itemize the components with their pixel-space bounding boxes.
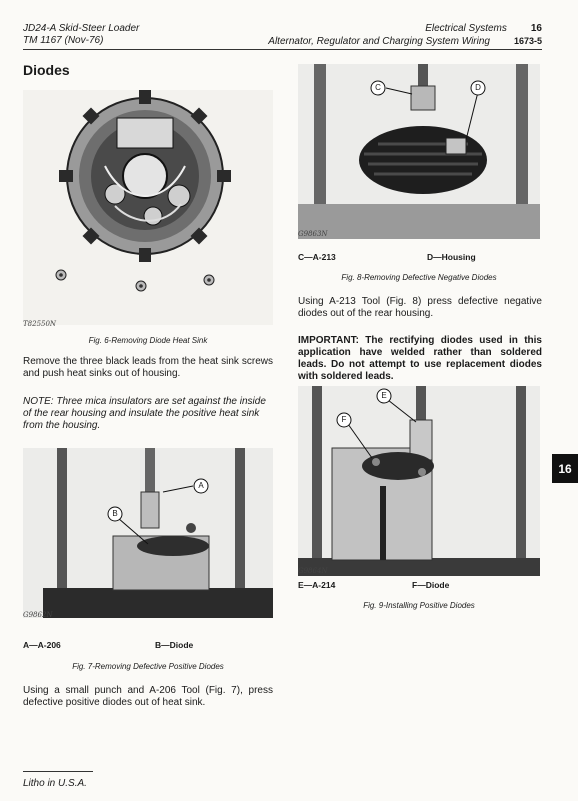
fig7-image-tag: G9862N	[23, 611, 53, 619]
callout-a: A	[198, 481, 204, 490]
fig8-legend-d: D—Housing	[427, 252, 476, 262]
page-title: Diodes	[23, 62, 70, 78]
manual-title: JD24-A Skid-Steer Loader	[23, 23, 140, 34]
header-right	[268, 23, 542, 48]
fig6-caption: Fig. 6-Removing Diode Heat Sink	[88, 336, 208, 345]
callout-e: E	[381, 391, 387, 400]
section-page: 16	[530, 23, 542, 34]
callout-f: F	[341, 415, 347, 424]
fig8-callouts	[298, 64, 540, 239]
fig7-callouts	[23, 448, 273, 618]
footer-rule	[23, 771, 93, 772]
fig7-caption: Fig. 7-Removing Defective Positive Diodes	[72, 662, 224, 671]
important-welded-leads: IMPORTANT: The rectifying diodes used in this application have welded rather than soldered leads. Do not attempt to use replacement diodes with soldered leads.	[298, 335, 542, 382]
note-mica-insulators: NOTE: Three mica insulators are set against the inside of the rear housing and insulate the positive heat sink from the housing.	[23, 396, 266, 431]
fig9-legend-f: F—Diode	[412, 580, 450, 590]
fig8-image-tag: G9863N	[298, 230, 328, 238]
paragraph-remove-leads: Remove the three black leads from the heat sink screws and push heat sinks out of housing.	[23, 356, 273, 379]
footer-litho: Litho in U.S.A.	[23, 778, 87, 789]
fig7-legend-b: B—Diode	[155, 640, 194, 650]
page-code: 1673-5	[513, 36, 542, 46]
fig6-image-tag: T82550N	[23, 320, 57, 328]
alternator-housing-illustration	[23, 90, 273, 325]
paragraph-press-positive-diodes: Using a small punch and A-206 Tool (Fig. 7), press defective positive diodes out of heat sink.	[23, 685, 273, 708]
header-left	[23, 23, 139, 47]
fig9-image-tag: G9864N	[298, 567, 328, 575]
callout-c: C	[375, 83, 381, 92]
fig6-photo	[23, 90, 273, 325]
section-name: Electrical Systems	[425, 23, 507, 34]
subsection-name: Alternator, Regulator and Charging System Wiring	[268, 36, 490, 47]
fig8-caption: Fig. 8-Removing Defective Negative Diodes	[341, 273, 497, 282]
fig8-legend-c: C—A-213	[298, 252, 336, 262]
fig7-legend-a: A—A-206	[23, 640, 61, 650]
manual-number: TM 1167 (Nov-76)	[23, 35, 104, 46]
fig9-caption: Fig. 9-Installing Positive Diodes	[363, 601, 475, 610]
callout-b: B	[112, 509, 118, 518]
fig9-legend-e: E—A-214	[298, 580, 336, 590]
header-rule	[23, 49, 542, 50]
paragraph-press-negative-diodes: Using A-213 Tool (Fig. 8) press defective negative diodes out of the rear housing.	[298, 296, 542, 319]
section-thumb-tab: 16	[552, 454, 578, 483]
fig9-callouts	[298, 386, 540, 576]
callout-d: D	[475, 83, 481, 92]
